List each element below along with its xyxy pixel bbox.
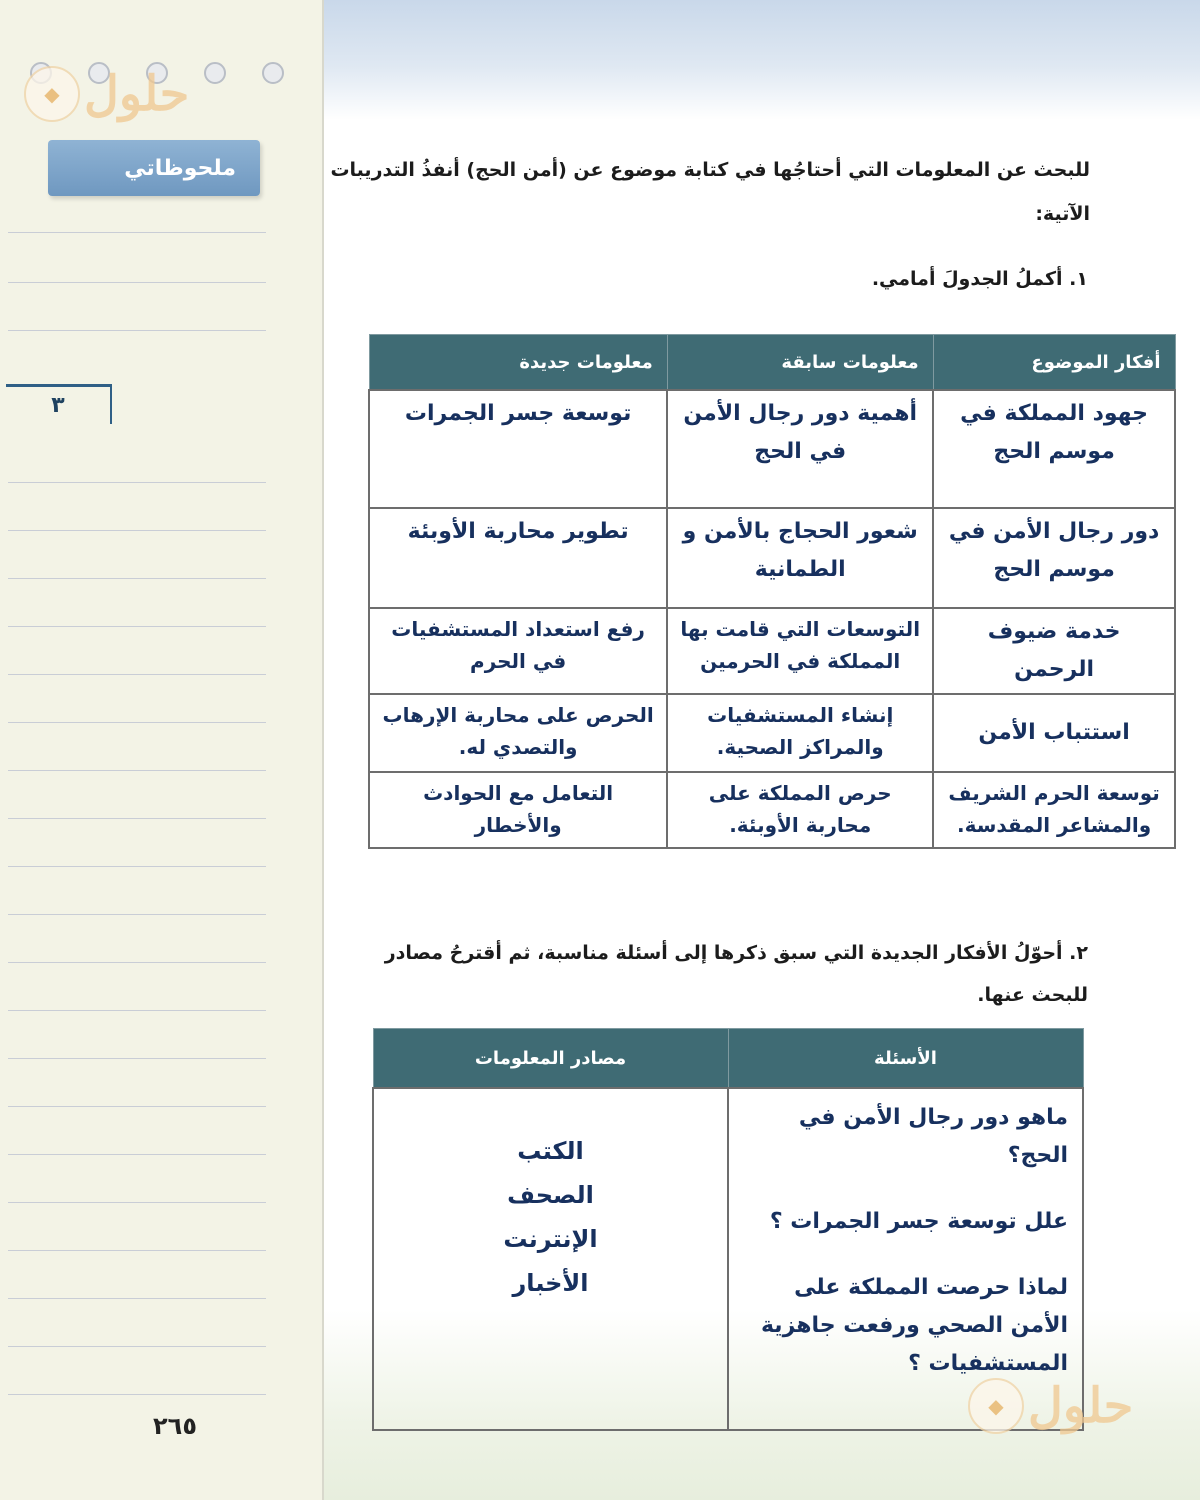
table-cell: دور رجال الأمن في موسم الحج	[933, 508, 1175, 608]
table-cell: إنشاء المستشفيات والمراكز الصحية.	[667, 694, 933, 772]
table-row	[369, 508, 1175, 608]
binder-ring-icon	[204, 62, 226, 84]
note-line	[8, 1106, 266, 1107]
notes-sidebar	[0, 0, 324, 1500]
column-header: معلومات جديدة	[369, 335, 667, 391]
table-cell: تطوير محاربة الأوبئة	[369, 508, 667, 608]
table-row	[369, 694, 1175, 772]
note-line	[8, 770, 266, 771]
note-line	[8, 674, 266, 675]
question-item: ماهو دور رجال الأمن في الحج؟	[798, 1105, 1068, 1168]
table-header-row	[373, 1029, 1083, 1089]
note-line	[8, 1154, 266, 1155]
note-line	[8, 1202, 266, 1203]
note-line	[8, 330, 266, 331]
watermark-logo	[24, 66, 189, 122]
source-item: الأخبار	[512, 1269, 589, 1297]
book-badge-icon: ◆	[24, 66, 80, 122]
main-content	[330, 0, 1190, 1500]
column-header: الأسئلة	[728, 1029, 1083, 1089]
ideas-table	[368, 334, 1176, 849]
table-row	[369, 772, 1175, 848]
source-item: الكتب	[517, 1137, 584, 1165]
source-item: الصحف	[507, 1181, 594, 1209]
note-line	[8, 578, 266, 579]
table-cell: التوسعات التي قامت بها المملكة في الحرمين	[667, 608, 933, 694]
note-line	[8, 482, 266, 483]
column-header: مصادر المعلومات	[373, 1029, 728, 1089]
note-line	[8, 282, 266, 283]
note-line	[8, 866, 266, 867]
source-item: الإنترنت	[503, 1225, 598, 1253]
table-cell: الحرص على محاربة الإرهاب والتصدي له.	[369, 694, 667, 772]
exercise-2-label: ٢. أحوّلُ الأفكار الجديدة التي سبق ذكرها إلى أسئلة مناسبة، ثم أقترحُ مصادر للبحث عنها.	[384, 942, 1088, 1006]
note-line	[8, 818, 266, 819]
note-line	[8, 1298, 266, 1299]
table-cell: جهود المملكة في موسم الحج	[933, 390, 1175, 508]
notes-title-tab	[48, 140, 260, 196]
chapter-number: ٣	[51, 393, 65, 418]
table-cell: استتباب الأمن	[933, 694, 1175, 772]
note-line	[8, 1250, 266, 1251]
book-badge-icon: ◆	[968, 1378, 1024, 1434]
note-line	[8, 1010, 266, 1011]
table-cell: رفع استعداد المستشفيات في الحرم	[369, 608, 667, 694]
watermark-text: حلول	[1028, 1378, 1134, 1434]
note-line	[8, 530, 266, 531]
questions-table	[372, 1028, 1084, 1431]
notes-title: ملحوظاتي	[124, 155, 236, 181]
watermark-logo	[968, 1378, 1133, 1434]
note-line	[8, 1394, 266, 1395]
table-row	[369, 390, 1175, 508]
note-line	[8, 1346, 266, 1347]
note-line	[8, 914, 266, 915]
table-row	[369, 608, 1175, 694]
sources-cell	[373, 1088, 728, 1430]
question-item: لماذا حرصت المملكة على الأمن الصحي ورفعت جاهزية المستشفيات ؟	[760, 1275, 1068, 1376]
note-line	[8, 232, 266, 233]
table-cell: حرص المملكة على محاربة الأوبئة.	[667, 772, 933, 848]
note-line	[8, 1058, 266, 1059]
note-line	[8, 722, 266, 723]
chapter-marker	[6, 384, 112, 424]
table-cell: توسعة الحرم الشريف والمشاعر المقدسة.	[933, 772, 1175, 848]
page-number: ٢٦٥	[153, 1412, 197, 1440]
intro-text: للبحث عن المعلومات التي أحتاجُها في كتابة موضوع عن (أمن الحج) أنفذُ التدريبات الآتية:	[330, 159, 1090, 225]
table-cell: أهمية دور رجال الأمن في الحج	[667, 390, 933, 508]
table-header-row	[369, 335, 1175, 391]
exercise-1-label: ١. أكملُ الجدولَ أمامي.	[871, 268, 1088, 290]
column-header: أفكار الموضوع	[933, 335, 1175, 391]
note-line	[8, 962, 266, 963]
table-cell: خدمة ضيوف الرحمن	[933, 608, 1175, 694]
question-item: علل توسعة جسر الجمرات ؟	[769, 1209, 1068, 1234]
watermark-text: حلول	[84, 66, 190, 122]
table-cell: توسعة جسر الجمرات	[369, 390, 667, 508]
column-header: معلومات سابقة	[667, 335, 933, 391]
table-cell: التعامل مع الحوادث والأخطار	[369, 772, 667, 848]
binder-ring-icon	[262, 62, 284, 84]
table-cell: شعور الحجاج بالأمن و الطمانية	[667, 508, 933, 608]
note-line	[8, 626, 266, 627]
